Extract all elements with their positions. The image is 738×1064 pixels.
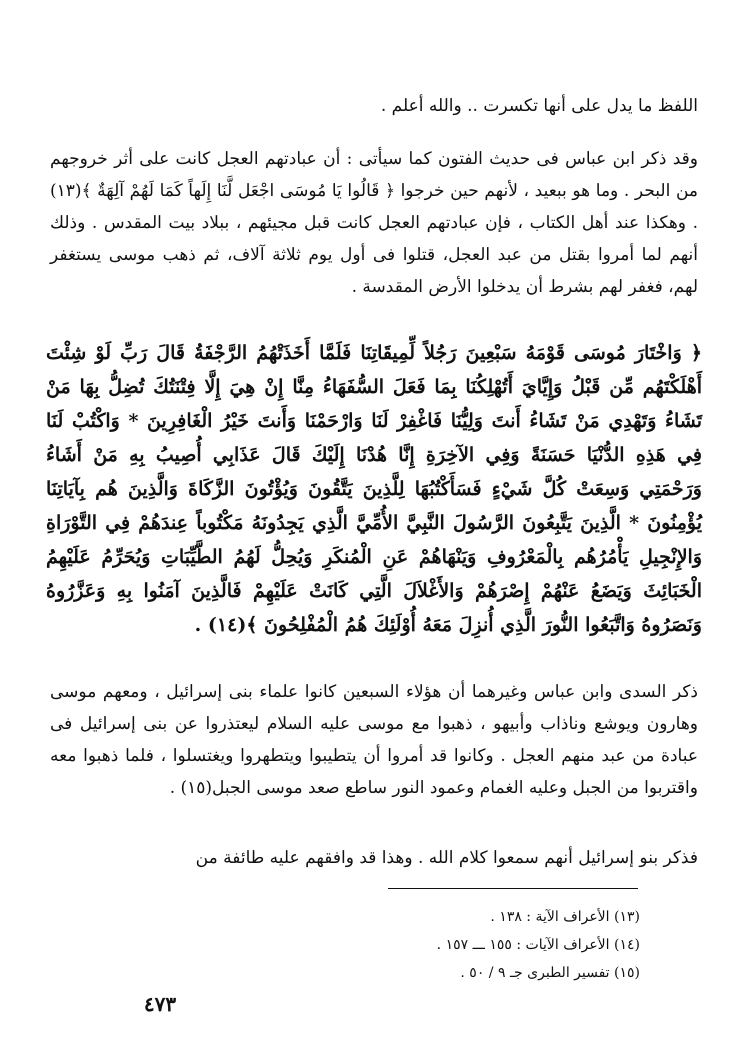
footnotes — [280, 903, 640, 987]
paragraph-1: اللفظ ما يدل على أنها تكسرت .. والله أعلم . — [380, 96, 698, 116]
footnote-divider — [388, 888, 638, 889]
paragraph-3: ذكر السدى وابن عباس وغيرهما أن هؤلاء السبعين كانوا علماء بنى إسرائيل ، ومعهم موسى وهارون ويوشع وناذاب وأبيهو ، ذهبوا مع موسى عليه السلام ليعتذروا عن بنى إسرائيل فى عبادة من عبد منهم العجل . وكانوا قد أمروا أن يتطيبوا ويتطهروا ويغتسلوا ، فلما ذهبوا معه واقتربوا من الجبل وعليه الغمام وعمود النور ساطع صعد موسى الجبل(١٥) . — [50, 682, 698, 798]
footnote-13: (١٣) الأعراف الآية : ١٣٨ . — [490, 909, 640, 925]
footnote-14: (١٤) الأعراف الآيات : ١٥٥ ـــ ١٥٧ . — [436, 937, 640, 953]
paragraph-2: وقد ذكر ابن عباس فى حديث الفتون كما سيأتى : أن عبادتهم العجل كانت على أثر خروجهم من البحر . وما هو ببعيد ، لأنهم حين خرجوا ﴿ قَالُوا يَا مُوسَى اجْعَل لَّنَا إِلَهاً كَمَا لَهُمْ آلِهَةٌ ﴾(١٣) . وهكذا عند أهل الكتاب ، فإن عبادتهم العجل كانت قبل مجيئهم ، ببلاد بيت المقدس . وذلك أنهم لما أمروا بقتل من عبد العجل، قتلوا فى أول يوم ثلاثة آلاف، ثم ذهب موسى يستغفر لهم، فغفر لهم بشرط أن يدخلوا الأرض المقدسة . — [50, 149, 698, 297]
page-number: ٤٧٣ — [143, 992, 177, 1016]
footnote-15: (١٥) تفسير الطبرى جـ ٩ / ٥٠ . — [460, 965, 640, 981]
paragraph-4: فذكر بنو إسرائيل أنهم سمعوا كلام الله . وهذا قد وافقهم عليه طائفة من — [195, 848, 698, 868]
quran-verse: ﴿ وَاخْتَارَ مُوسَى قَوْمَهُ سَبْعِينَ رَجُلاً لِّمِيقَاتِنَا فَلَمَّا أَخَذَتْهُمُ الرَّجْفَةُ قَالَ رَبِّ لَوْ شِئْتَ أَهْلَكْتَهُم مِّن قَبْلُ وَإِيَّايَ أَتُهْلِكُنَا بِمَا فَعَلَ السُّفَهَاءُ مِنَّا إِنْ هِيَ إِلَّا فِتْنَتُكَ تُضِلُّ بِهَا مَنْ تَشَاءُ وَتَهْدِي مَنْ تَشَاءُ أَنتَ وَلِيُّنَا فَاغْفِرْ لَنَا وَارْحَمْنَا وَأَنتَ خَيْرُ الْغَافِرِينَ * وَاكْتُبْ لَنَا فِي هَذِهِ الدُّنْيَا حَسَنَةً وَفِي الآخِرَةِ إِنَّا هُدْنَا إِلَيْكَ قَالَ عَذَابِي أُصِيبُ بِهِ مَنْ أَشَاءُ وَرَحْمَتِي وَسِعَتْ كُلَّ شَيْءٍ فَسَأَكْتُبُهَا لِلَّذِينَ يَتَّقُونَ وَيُؤْتُونَ الزَّكَاةَ وَالَّذِينَ هُم بِآيَاتِنَا يُؤْمِنُونَ * الَّذِينَ يَتَّبِعُونَ الرَّسُولَ النَّبِيَّ الأُمِّيَّ الَّذِي يَجِدُونَهُ مَكْتُوباً عِندَهُمْ فِي التَّوْرَاةِ وَالإِنْجِيلِ يَأْمُرُهُم بِالْمَعْرُوفِ وَيَنْهَاهُمْ عَنِ الْمُنكَرِ وَيُحِلُّ لَهُمُ الطَّيِّبَاتِ وَيُحَرِّمُ عَلَيْهِمُ الْخَبَائِثَ وَيَضَعُ عَنْهُمْ إِصْرَهُمْ وَالأَغْلاَلَ الَّتِي كَانَتْ عَلَيْهِمْ فَالَّذِينَ آمَنُوا بِهِ وَعَزَّرُوهُ وَنَصَرُوهُ وَاتَّبَعُوا النُّورَ الَّذِي أُنزِلَ مَعَهُ أُوْلَئِكَ هُمُ الْمُفْلِحُونَ ﴾(١٤) . — [46, 342, 702, 636]
